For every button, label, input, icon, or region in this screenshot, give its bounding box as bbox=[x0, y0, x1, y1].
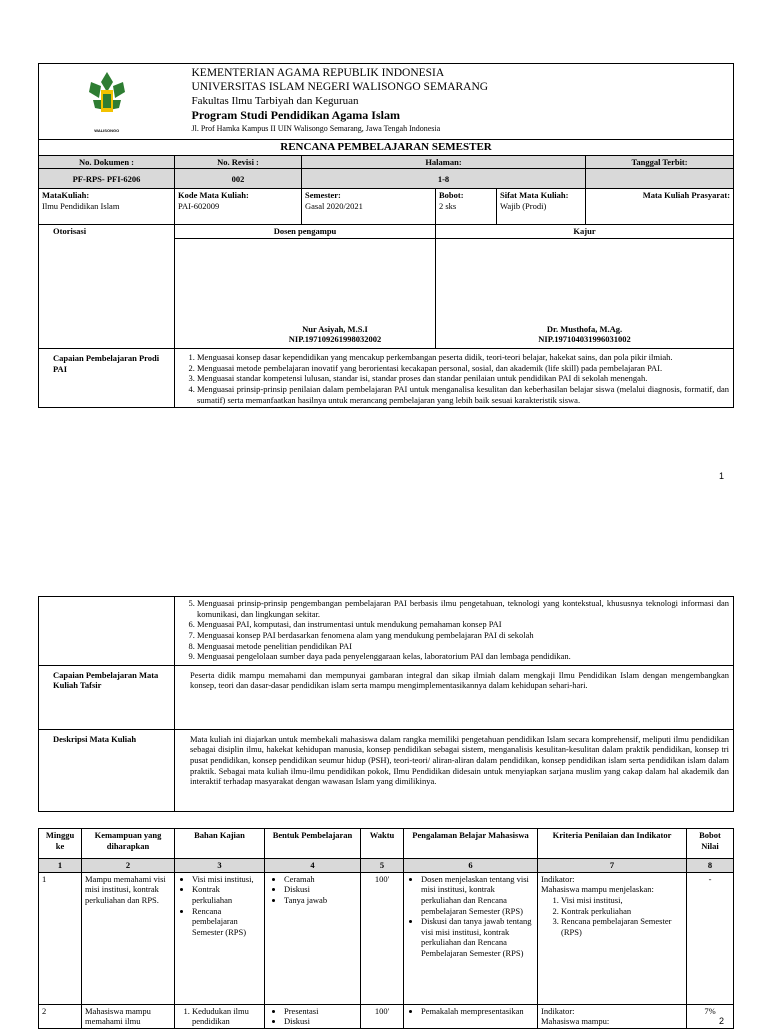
bahan-cell bbox=[175, 872, 265, 1004]
matakuliah-value: Ilmu Pendidikan Islam bbox=[42, 201, 120, 211]
table-row bbox=[39, 872, 734, 1004]
document-title: RENCANA PEMBELAJARAN SEMESTER bbox=[39, 140, 734, 156]
ministry-name: KEMENTERIAN AGAMA REPUBLIK INDONESIA bbox=[191, 67, 445, 79]
institution-heading bbox=[175, 64, 734, 140]
matakuliah-cell bbox=[39, 189, 175, 225]
schedule-header-cell: Minggu ke bbox=[39, 829, 82, 859]
institution-address: Jl. Prof Hamka Kampus II UIN Walisongo Semarang, Jawa Tengah Indonesia bbox=[191, 124, 441, 133]
list-item: • Dosen menjelaskan tentang visi misi institusi, kontrak perkuliahan dan Rencana pembelajaran Semester (RPS) bbox=[421, 874, 534, 917]
kriteria-cell bbox=[538, 1004, 687, 1028]
list-item: • Diskusi bbox=[284, 884, 357, 895]
schedule-header-cell: Bahan Kajian bbox=[175, 829, 265, 859]
kode-cell bbox=[175, 189, 302, 225]
bentuk-list bbox=[268, 874, 357, 906]
faculty-name: Fakultas Ilmu Tarbiyah dan Keguruan bbox=[191, 95, 359, 107]
bentuk-cell bbox=[265, 872, 361, 1004]
schedule-column-number: 8 bbox=[687, 859, 734, 873]
schedule-header-cell: Waktu bbox=[361, 829, 404, 859]
bobot-label: Bobot: bbox=[439, 190, 464, 201]
bahan-list bbox=[178, 874, 261, 938]
logo-caption: WALISONGO bbox=[94, 128, 120, 134]
matakuliah-label: MataKuliah: bbox=[42, 190, 90, 201]
pengalaman-cell bbox=[404, 1004, 538, 1028]
kriteria-intro: Mahasiswa mampu: bbox=[541, 1016, 610, 1027]
cpl-continued-label bbox=[39, 597, 175, 666]
semester-cell bbox=[302, 189, 436, 225]
kajur-signature-block bbox=[436, 239, 734, 349]
cpl-list-cell bbox=[175, 349, 734, 408]
week-cell: 1 bbox=[39, 872, 82, 1004]
kemampuan-cell: Mahasiswa mampu memahami ilmu bbox=[82, 1004, 175, 1028]
schedule-column-number: 1 bbox=[39, 859, 82, 873]
week-cell: 2 bbox=[39, 1004, 82, 1028]
cpmk-label bbox=[39, 665, 175, 729]
list-item: • Diskusi dan tanya jawab tentang visi misi institusi, kontrak perkuliahan dan Rencana Pembelajaran Semester (RPS) bbox=[421, 916, 534, 959]
course-details-table bbox=[38, 596, 734, 812]
schedule-header-cell: Bentuk Pembelajaran bbox=[265, 829, 361, 859]
no-dokumen-label: No. Dokumen : bbox=[39, 155, 175, 169]
kriteria-label: Indikator: bbox=[541, 873, 575, 884]
list-item: 3. Rencana pembelajaran Semester (RPS) bbox=[561, 916, 683, 937]
kriteria-label: Indikator: bbox=[541, 1005, 575, 1016]
cpl-label bbox=[39, 349, 175, 408]
list-item: 1. Visi misi institusi, bbox=[561, 895, 683, 906]
header-table bbox=[38, 63, 734, 408]
pengalaman-cell bbox=[404, 872, 538, 1004]
no-revisi-label: No. Revisi : bbox=[175, 155, 302, 169]
deskripsi-label bbox=[39, 729, 175, 811]
list-item: • Kontrak perkuliahan bbox=[192, 884, 261, 905]
no-dokumen-value: PF-RPS- PFI-6206 bbox=[39, 169, 175, 189]
list-item: 1. Kedudukan ilmu pendidikan bbox=[192, 1006, 261, 1027]
schedule-header-row bbox=[39, 829, 734, 859]
waktu-cell: 100' bbox=[361, 872, 404, 1004]
list-item: • Rencana pembelajaran Semester (RPS) bbox=[192, 906, 261, 938]
cpl-continued-cell bbox=[175, 597, 734, 666]
bobot-value: 2 sks bbox=[439, 201, 457, 211]
list-item: 2. Kontrak perkuliahan bbox=[561, 906, 683, 917]
dosen-nip: NIP.197109261998032002 bbox=[288, 334, 382, 345]
cpl-list-continued bbox=[181, 598, 729, 662]
list-item: • Pemakalah mempresentasikan bbox=[421, 1006, 534, 1017]
schedule-column-number: 5 bbox=[361, 859, 404, 873]
bentuk-cell bbox=[265, 1004, 361, 1028]
otorisasi-label-text: Otorisasi bbox=[53, 226, 87, 237]
sifat-value: Wajib (Prodi) bbox=[500, 201, 547, 211]
deskripsi-label-text: Deskripsi Mata Kuliah bbox=[53, 733, 137, 744]
list-item: • Diskusi bbox=[284, 1016, 357, 1027]
cpl-item: 5. Menguasai prinsip-prinsip pengembangan pembelajaran PAI berbasis ilmu pengetahuan, teknologi yang kontekstual, khususnya teknologi informasi dan komunikasi, dan lingkungan sekitar. bbox=[197, 598, 729, 619]
bobot-cell: 7% bbox=[687, 1004, 734, 1028]
cpl-list bbox=[181, 352, 729, 405]
schedule-body bbox=[39, 872, 734, 1028]
program-name: Program Studi Pendidikan Agama Islam bbox=[191, 108, 400, 122]
schedule-header-cell: Kriteria Penilaian dan Indikator bbox=[538, 829, 687, 859]
sifat-cell bbox=[497, 189, 586, 225]
cpl-item: 4. Menguasai prinsip-prinsip penilaian dalam pembelajaran PAI untuk menganalisa kesulitan dan keberhasilan belajar siswa (melalui diagnosis, formatif, dan sumatif) serta memanfaatkan hasilnya untuk merancang pembelajaran yang lebih baik sesuai karakteristik siswa. bbox=[197, 384, 729, 405]
schedule-header-cell: Pengalaman Belajar Mahasiswa bbox=[404, 829, 538, 859]
prasyarat-label: Mata Kuliah Prasyarat: bbox=[642, 190, 731, 201]
kemampuan-cell: Mampu memahami visi misi institusi, kontrak perkuliahan dan RPS. bbox=[82, 872, 175, 1004]
cpmk-label-text: Capaian Pembelajaran Mata Kuliah Tafsir bbox=[53, 669, 159, 691]
pengalaman-list bbox=[407, 874, 534, 959]
sifat-label: Sifat Mata Kuliah: bbox=[500, 190, 569, 201]
schedule-column-number: 2 bbox=[82, 859, 175, 873]
deskripsi-text: Mata kuliah ini diajarkan untuk membekali mahasiswa dalam rangka memiliki pengetahuan pendidikan Islam secara komprehensif, meliputi ilmu pendidikan sebagai disiplin ilmu, hakekat kehidupan manusia, konsep pendidikan sebagai sistem, menganalisis kesulitan-kesulitan dalam praktik pendidikan, konsep tri pusat pendidikan, konsep pendidikan seumur hidup (PSH), teori-teori/ aliran-aliran dalam pendidikan, konsep pendidikan islam serta pendidikan islam dalam praktik. Sebagai mata kuliah ilmu-ilmu pendidikan pokok, Ilmu Pendidikan didesain untuk menyiapkan sarjana muslim yang cakap dalam hal akademik dan interaktif terhadap masyarakat dengan wawasan Islam yang dimilikinya. bbox=[175, 729, 734, 811]
kajur-nip: NIP.197104031996031002 bbox=[538, 334, 631, 345]
bobot-cell: - bbox=[687, 872, 734, 1004]
kajur-label: Kajur bbox=[436, 225, 734, 239]
cpl-item: 8. Menguasai metode penelitian pendidikan PAI bbox=[197, 641, 729, 652]
schedule-header-cell: Bobot Nilai bbox=[687, 829, 734, 859]
logo-cell bbox=[39, 64, 175, 140]
semester-value: Gasal 2020/2021 bbox=[305, 201, 363, 211]
dosen-name: Nur Asiyah, M.S.I bbox=[302, 323, 368, 334]
cpl-item: 9. Menguasai pengelolaan sumber daya pada penyelenggaraan kelas, laboratorium PAI dan lembaga pendidikan. bbox=[197, 651, 729, 662]
schedule-header-cell: Kemampuan yang diharapkan bbox=[82, 829, 175, 859]
prasyarat-cell bbox=[586, 189, 734, 225]
schedule-column-number: 6 bbox=[404, 859, 538, 873]
kode-value: PAI-602009 bbox=[178, 201, 220, 211]
bobot-cell bbox=[436, 189, 497, 225]
tanggal-terbit-value bbox=[586, 169, 734, 189]
cpl-item: 6. Menguasai PAI, komputasi, dan instrumentasi untuk mendukung pemahaman konsep PAI bbox=[197, 619, 729, 630]
waktu-cell: 100' bbox=[361, 1004, 404, 1028]
bahan-cell bbox=[175, 1004, 265, 1028]
page-1 bbox=[0, 0, 768, 500]
page-2 bbox=[0, 585, 768, 1027]
kode-label: Kode Mata Kuliah: bbox=[178, 190, 249, 201]
list-item: • Visi misi institusi, bbox=[192, 874, 261, 885]
cpl-item: 3. Menguasai standar kompetensi lulusan, standar isi, standar proses dan standar penilaian untuk pendidikan PAI di sekolah menengah. bbox=[197, 373, 729, 384]
halaman-label: Halaman: bbox=[302, 155, 586, 169]
semester-label: Semester: bbox=[305, 190, 341, 201]
kajur-name: Dr. Musthofa, M.Ag. bbox=[546, 323, 623, 334]
halaman-value: 1-8 bbox=[302, 169, 586, 189]
page-number-2: 2 bbox=[719, 1016, 725, 1026]
kriteria-cell bbox=[538, 872, 687, 1004]
kriteria-intro: Mahasiswa mampu menjelaskan: bbox=[541, 884, 654, 895]
schedule-column-number: 3 bbox=[175, 859, 265, 873]
schedule-column-number: 4 bbox=[265, 859, 361, 873]
cpl-label-text: Capaian Pembelajaran Prodi PAI bbox=[53, 353, 160, 374]
cpl-item: 2. Menguasai metode pembelajaran inovatif yang berorientasi kecakapan personal, sosial, dan akademik (life skill) pada pembelajaran PAI. bbox=[197, 363, 729, 374]
pengalaman-list bbox=[407, 1006, 534, 1017]
cpl-item: 1. Menguasai konsep dasar kependidikan yang mencakup perkembangan peserta didik, teori-teori belajar, hakekat sains, dan pola pikir ilmiah. bbox=[197, 352, 729, 363]
university-name: UNIVERSITAS ISLAM NEGERI WALISONGO SEMARANG bbox=[191, 81, 489, 93]
cpl-item: 7. Menguasai konsep PAI berdasarkan fenomena alam yang mendukung pembelajaran PAI di sekolah bbox=[197, 630, 729, 641]
schedule-number-row bbox=[39, 859, 734, 873]
kriteria-list bbox=[541, 895, 683, 938]
schedule-column-number: 7 bbox=[538, 859, 687, 873]
page-number-1: 1 bbox=[719, 471, 725, 481]
dosen-pengampu-label: Dosen pengampu bbox=[175, 225, 436, 239]
list-item: • Presentasi bbox=[284, 1006, 357, 1017]
schedule-table bbox=[38, 828, 734, 1029]
list-item: • Tanya jawab bbox=[284, 895, 357, 906]
table-row bbox=[39, 1004, 734, 1028]
tanggal-terbit-label: Tanggal Terbit: bbox=[586, 155, 734, 169]
no-revisi-value: 002 bbox=[175, 169, 302, 189]
cpmk-text: Peserta didik mampu memahami dan mempunyai gambaran integral dan sikap ilmiah dalam mengkaji Ilmu Pendidikan Islam dengan mengembangkan konsep, teori dan dasar-dasar pendidikan islam serta mampu mengimplementasikannya dalam kehidupan sehari-hari. bbox=[175, 665, 734, 729]
uin-walisongo-logo-icon bbox=[83, 70, 131, 130]
dosen-signature-block bbox=[175, 239, 436, 349]
list-item: • Ceramah bbox=[284, 874, 357, 885]
otorisasi-label bbox=[39, 225, 175, 349]
